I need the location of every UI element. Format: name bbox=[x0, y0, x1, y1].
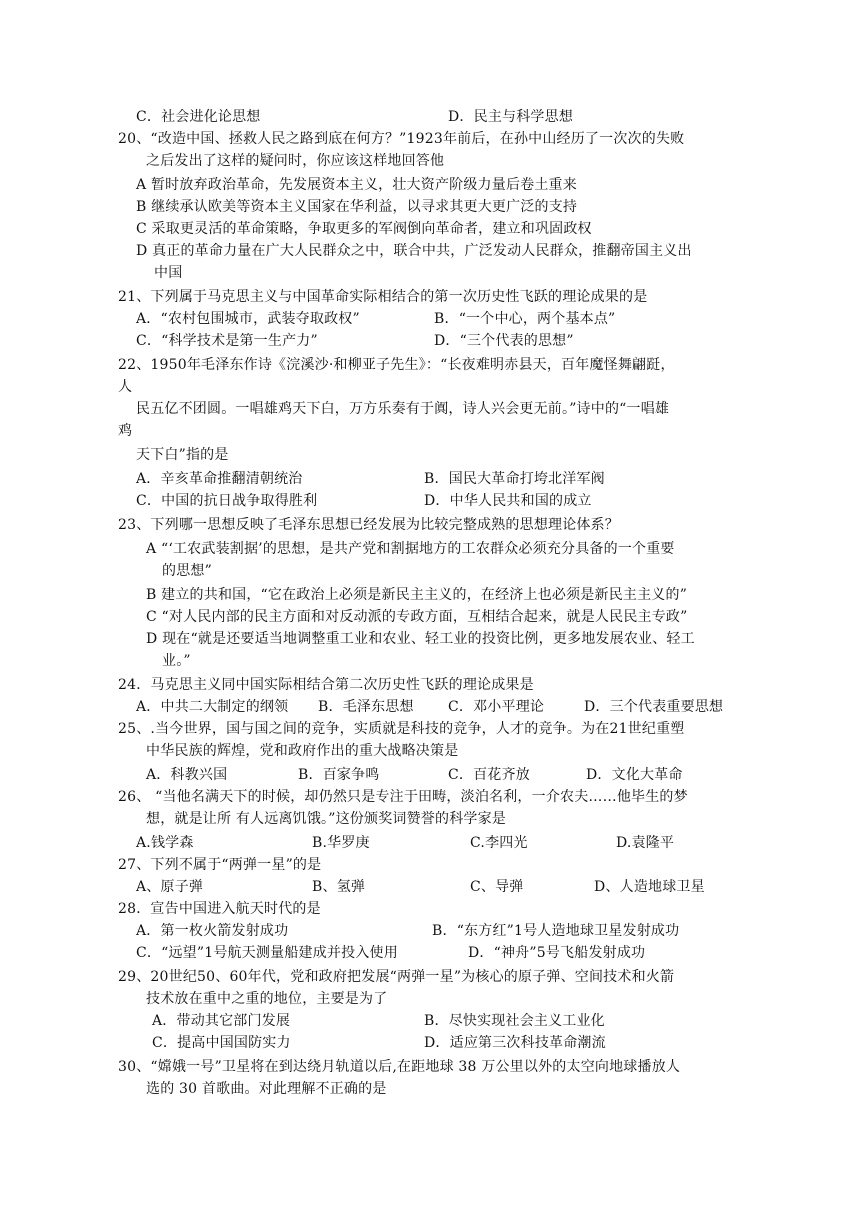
q29-option-c: C．提高中国国防实力 bbox=[152, 1035, 291, 1051]
q21-option-b: B．“一个中心，两个基本点” bbox=[434, 311, 616, 327]
q25-option-a: A．科教兴国 bbox=[146, 767, 228, 783]
q26-option-a: A.钱学森 bbox=[136, 835, 194, 851]
q22-stem-line1: 22、1950年毛泽东作诗《浣溪沙·和柳亚子先生》：“长夜难明赤县天，百年魔怪舞翩跹， bbox=[118, 357, 675, 373]
q27-option-b: B、氢弹 bbox=[312, 879, 366, 895]
q29-option-b: B．尽快实现社会主义工业化 bbox=[424, 1013, 605, 1029]
q27-option-c: C、导弹 bbox=[470, 879, 524, 895]
q29-option-a: A．带动其它部门发展 bbox=[152, 1013, 291, 1029]
q25-stem-line1: 25、.当今世界，国与国之间的竞争，实质就是科技的竞争，人才的竞争。为在21世纪重塑 bbox=[118, 721, 685, 737]
q22-stem-line1-wrap: 人 bbox=[118, 379, 133, 395]
q22-option-a: A．辛亥革命推翻清朝统治 bbox=[136, 471, 303, 487]
q30-stem-line2: 选的 30 首歌曲。对此理解不正确的是 bbox=[146, 1081, 387, 1097]
q22-option-c: C．中国的抗日战争取得胜利 bbox=[136, 493, 318, 509]
q21-option-a: A．“农村包围城市，武装夺取政权” bbox=[136, 311, 360, 327]
q20-option-d-line2: 中国 bbox=[154, 265, 183, 281]
q26-stem-line2: 想，就是让所 有人远离饥饿。”这份颁奖词赞誉的科学家是 bbox=[146, 811, 507, 827]
q23-option-c: C “对人民内部的民主方面和对反动派的专政方面，互相结合起来，就是人民民主专政” bbox=[146, 609, 688, 625]
q26-stem-line1: 26、 “当他名满天下的时候，却仍然只是专注于田畴，淡泊名利，一介农夫……他毕生的梦 bbox=[118, 789, 688, 805]
q24-option-d: D．三个代表重要思想 bbox=[584, 699, 724, 715]
q20-stem-line2: 之后发出了这样的疑问时，你应该这样地回答他 bbox=[146, 153, 445, 169]
q28-option-a: A．第一枚火箭发射成功 bbox=[136, 923, 289, 939]
q29-stem-line2: 技术放在重中之重的地位，主要是为了 bbox=[146, 991, 388, 1007]
q26-option-d: D.袁隆平 bbox=[616, 835, 675, 851]
q27-stem: 27、下列不属于“两弹一星”的是 bbox=[118, 857, 322, 873]
q22-option-b: B．国民大革命打垮北洋军阀 bbox=[424, 471, 605, 487]
q23-option-d-line2: 业。” bbox=[162, 653, 191, 669]
q20-option-a: A 暂时放弃政治革命，先发展资本主义，壮大资产阶级力量后卷土重来 bbox=[136, 177, 577, 193]
q25-option-b: B．百家争鸣 bbox=[298, 767, 380, 783]
q28-option-d: D．“神舟”5号飞船发射成功 bbox=[468, 945, 646, 961]
q20-option-c: C 采取更灵活的革命策略，争取更多的军阀倒向革命者，建立和巩固政权 bbox=[136, 221, 592, 237]
q29-option-d: D．适应第三次科技革命潮流 bbox=[424, 1035, 606, 1051]
q20-option-b: B 继续承认欧美等资本主义国家在华利益，以寻求其更大更广泛的支持 bbox=[136, 199, 578, 215]
q24-option-a: A．中共二大制定的纲领 bbox=[136, 699, 289, 715]
q27-option-d: D、人造地球卫星 bbox=[594, 879, 705, 895]
q22-option-d: D．中华人民共和国的成立 bbox=[424, 493, 592, 509]
q24-stem: 24．马克思主义同中国实际相结合第二次历史性飞跃的理论成果是 bbox=[118, 677, 534, 693]
q23-stem: 23、下列哪一思想反映了毛泽东思想已经发展为比较完整成熟的思想理论体系？ bbox=[118, 517, 620, 533]
q30-stem-line1: 30、“嫦娥一号”卫星将在到达绕月轨道以后,在距地球 38 万公里以外的太空向地球播放人 bbox=[118, 1059, 681, 1075]
q22-stem-line2-wrap: 鸡 bbox=[118, 423, 133, 439]
q24-option-c: C．邓小平理论 bbox=[448, 699, 545, 715]
q24-option-b: B．毛泽东思想 bbox=[318, 699, 414, 715]
q20-stem-line1: 20、“改造中国、拯救人民之路到底在何方？”1923年前后，在孙中山经历了一次次的失败 bbox=[118, 131, 685, 147]
q29-stem-line1: 29、20世纪50、60年代，党和政府把发展“两弹一星”为核心的原子弹、空间技术和火箭 bbox=[118, 969, 675, 985]
q19-option-c: C．社会进化论思想 bbox=[136, 109, 261, 125]
q20-option-d-line1: D 真正的革命力量在广大人民群众之中，联合中共，广泛发动人民群众，推翻帝国主义出 bbox=[136, 243, 692, 259]
q27-option-a: A、原子弹 bbox=[136, 879, 204, 895]
q25-option-d: D．文化大革命 bbox=[586, 767, 683, 783]
q28-stem: 28．宣告中国进入航天时代的是 bbox=[118, 901, 321, 917]
q21-stem: 21、下列属于马克思主义与中国革命实际相结合的第一次历史性飞跃的理论成果的是 bbox=[118, 289, 648, 305]
q19-option-d: D．民主与科学思想 bbox=[448, 109, 574, 125]
q23-option-a-line1: A “‘工农武装割据’的思想，是共产党和割据地方的工农群众必须充分具备的一个重要 bbox=[146, 541, 675, 557]
q25-stem-line2: 中华民族的辉煌，党和政府作出的重大战略决策是 bbox=[146, 743, 459, 759]
q26-option-b: B.华罗庚 bbox=[312, 835, 370, 851]
q25-option-c: C．百花齐放 bbox=[448, 767, 530, 783]
q28-option-c: C．“远望”1号航天测量船建成并投入使用 bbox=[136, 945, 398, 961]
q23-option-a-line2: 的思想” bbox=[162, 563, 212, 579]
q22-stem-line3: 天下白”指的是 bbox=[136, 447, 229, 463]
q21-option-c: C．“科学技术是第一生产力” bbox=[136, 333, 318, 349]
q23-option-b: B 建立的共和国，“它在政治上必须是新民主主义的，在经济上也必须是新民主主义的” bbox=[146, 587, 688, 603]
q26-option-c: C.李四光 bbox=[470, 835, 528, 851]
q23-option-d-line1: D 现在“就是还要适当地调整重工业和农业、轻工业的投资比例，更多地发展农业、轻工 bbox=[146, 631, 695, 647]
q28-option-b: B．“东方红”1号人造地球卫星发射成功 bbox=[432, 923, 680, 939]
q22-stem-line2: 民五亿不团圆。一唱雄鸡天下白，万方乐奏有于阗，诗人兴会更无前。”诗中的“一唱雄 bbox=[136, 401, 670, 417]
q21-option-d: D．“三个代表的思想” bbox=[434, 333, 574, 349]
